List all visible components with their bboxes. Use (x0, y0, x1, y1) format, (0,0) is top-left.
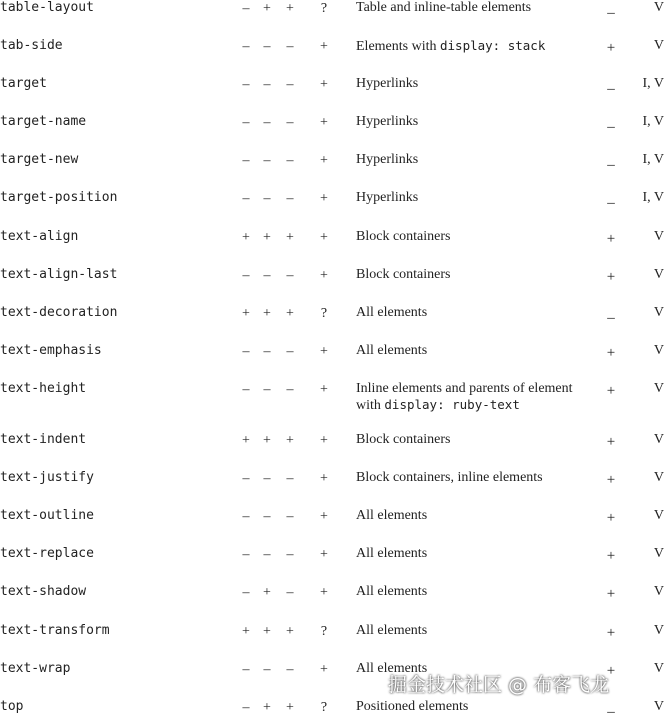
support-mark: + (320, 547, 328, 562)
property-name: target-name (0, 114, 87, 129)
support-mark: + (320, 509, 328, 524)
inherited-mark: + (606, 383, 616, 399)
support-mark: – (263, 39, 271, 54)
applies-to (356, 343, 596, 359)
property-name: top (0, 699, 24, 714)
text-fragment: Block containers (356, 229, 451, 244)
support-mark: – (242, 382, 250, 397)
inherited-mark: – (607, 195, 615, 211)
text-fragment: Elements with (356, 39, 440, 54)
support-mark: – (263, 382, 271, 397)
property-name: target-position (0, 190, 118, 205)
support-mark: – (263, 191, 271, 206)
media-group: I, V (642, 76, 664, 91)
property-name: text-outline (0, 508, 94, 523)
support-mark: – (242, 509, 250, 524)
text-fragment: All elements (356, 623, 428, 638)
support-mark: + (320, 585, 328, 600)
applies-to (356, 470, 596, 486)
support-mark: – (286, 39, 294, 54)
media-group: V (653, 381, 664, 396)
applies-to (356, 114, 596, 130)
support-mark: – (242, 191, 250, 206)
support-mark: + (286, 1, 294, 16)
support-mark: + (320, 230, 328, 245)
text-fragment: All elements (356, 546, 428, 561)
inherited-mark: + (606, 434, 616, 450)
support-mark: + (320, 191, 328, 206)
media-group: I, V (642, 152, 664, 167)
inherited-mark: + (606, 40, 616, 56)
support-mark: – (286, 153, 294, 168)
inherited-mark: – (607, 5, 615, 21)
property-name: text-height (0, 381, 87, 396)
support-mark: – (263, 153, 271, 168)
support-mark: – (242, 471, 250, 486)
text-fragment: Block containers, inline elements (356, 470, 543, 485)
support-mark: + (263, 1, 271, 16)
support-mark: + (320, 662, 328, 677)
support-mark: + (242, 433, 250, 448)
applies-to (356, 267, 596, 283)
media-group: V (653, 305, 664, 320)
support-mark: – (242, 344, 250, 359)
applies-to (356, 305, 596, 321)
support-mark: – (286, 268, 294, 283)
media-group: V (653, 623, 664, 638)
support-mark: + (320, 153, 328, 168)
media-group: V (653, 0, 664, 15)
media-group: I, V (642, 114, 664, 129)
applies-to (356, 0, 596, 16)
media-group: V (653, 661, 664, 676)
media-group: V (653, 229, 664, 244)
inherited-mark: + (606, 548, 616, 564)
text-fragment: All elements (356, 343, 428, 358)
support-mark: + (263, 624, 271, 639)
property-name: text-align (0, 229, 79, 244)
applies-to (356, 229, 596, 245)
support-mark: – (263, 268, 271, 283)
inherited-mark: + (606, 231, 616, 247)
applies-to (356, 76, 596, 92)
media-group: V (653, 343, 664, 358)
text-fragment: Positioned elements (356, 699, 469, 714)
inherited-mark: – (607, 310, 615, 326)
support-mark: – (242, 77, 250, 92)
property-name: text-replace (0, 546, 94, 561)
property-name: text-justify (0, 470, 94, 485)
support-mark: – (286, 382, 294, 397)
text-fragment: Block containers (356, 432, 451, 447)
media-group: V (653, 470, 664, 485)
support-mark: – (263, 662, 271, 677)
code-fragment: display: ruby-text (384, 397, 520, 412)
property-name: text-align-last (0, 267, 118, 282)
support-mark: + (242, 306, 250, 321)
inherited-mark: – (607, 157, 615, 173)
applies-to (356, 190, 596, 206)
text-fragment: All elements (356, 305, 428, 320)
support-mark: – (286, 115, 294, 130)
inherited-mark: – (607, 704, 615, 720)
support-mark: + (320, 382, 328, 397)
support-mark: + (242, 624, 250, 639)
property-name: text-decoration (0, 305, 118, 320)
text-fragment: Hyperlinks (356, 76, 419, 91)
applies-to (356, 432, 596, 448)
support-mark: + (320, 471, 328, 486)
support-mark: – (286, 471, 294, 486)
support-mark: – (286, 509, 294, 524)
property-name: text-indent (0, 432, 87, 447)
media-group: V (653, 584, 664, 599)
text-fragment: Table and inline-table elements (356, 0, 532, 15)
support-mark: ? (320, 624, 328, 639)
property-name: tab-side (0, 38, 63, 53)
media-group: V (653, 267, 664, 282)
media-group: V (653, 699, 664, 714)
support-mark: – (242, 1, 250, 16)
inherited-mark: – (607, 81, 615, 97)
support-mark: + (286, 433, 294, 448)
text-fragment: Inline elements and parents of element with (356, 381, 573, 413)
support-mark: – (263, 344, 271, 359)
support-mark: + (263, 585, 271, 600)
inherited-mark: + (606, 345, 616, 361)
applies-to (356, 546, 596, 562)
support-mark: – (263, 115, 271, 130)
property-name: target (0, 76, 47, 91)
watermark: 掘金技术社区 @ 布客飞龙 (388, 674, 610, 696)
applies-to (356, 584, 596, 600)
text-fragment: All elements (356, 508, 428, 523)
support-mark: – (242, 115, 250, 130)
media-group: I, V (642, 190, 664, 205)
applies-to (356, 508, 596, 524)
support-mark: – (242, 585, 250, 600)
support-mark: – (286, 662, 294, 677)
property-name: text-transform (0, 623, 110, 638)
inherited-mark: + (606, 586, 616, 602)
media-group: V (653, 546, 664, 561)
code-fragment: display: stack (440, 38, 546, 53)
support-mark: – (242, 662, 250, 677)
support-mark: + (242, 230, 250, 245)
support-mark: + (320, 268, 328, 283)
support-mark: – (286, 191, 294, 206)
text-fragment: Hyperlinks (356, 114, 419, 129)
support-mark: ? (320, 306, 328, 321)
media-group: V (653, 508, 664, 523)
inherited-mark: + (606, 472, 616, 488)
support-mark: + (320, 344, 328, 359)
text-fragment: Hyperlinks (356, 152, 419, 167)
support-mark: – (242, 700, 250, 715)
support-mark: + (320, 433, 328, 448)
support-mark: – (286, 344, 294, 359)
applies-to (356, 152, 596, 168)
property-name: text-shadow (0, 584, 87, 599)
media-group: V (653, 38, 664, 53)
support-mark: ? (320, 1, 328, 16)
support-mark: – (286, 547, 294, 562)
support-mark: – (242, 39, 250, 54)
media-group: V (653, 432, 664, 447)
support-mark: + (320, 77, 328, 92)
applies-to (356, 699, 596, 715)
support-mark: ? (320, 700, 328, 715)
property-name: text-wrap (0, 661, 71, 676)
text-fragment: Block containers (356, 267, 451, 282)
support-mark: + (286, 306, 294, 321)
support-mark: + (320, 115, 328, 130)
inherited-mark: + (606, 269, 616, 285)
support-mark: + (286, 624, 294, 639)
support-mark: + (286, 230, 294, 245)
support-mark: – (242, 547, 250, 562)
support-mark: – (242, 153, 250, 168)
applies-to (356, 38, 596, 55)
support-mark: + (263, 306, 271, 321)
property-name: text-emphasis (0, 343, 102, 358)
text-fragment: All elements (356, 661, 428, 676)
support-mark: – (286, 77, 294, 92)
applies-to (356, 381, 596, 414)
support-mark: – (263, 471, 271, 486)
inherited-mark: + (606, 625, 616, 641)
support-mark: – (263, 509, 271, 524)
support-mark: + (286, 700, 294, 715)
support-mark: – (263, 77, 271, 92)
support-mark: + (320, 39, 328, 54)
inherited-mark: + (606, 510, 616, 526)
text-fragment: Hyperlinks (356, 190, 419, 205)
property-name: table-layout (0, 0, 94, 15)
support-mark: – (286, 585, 294, 600)
support-mark: + (263, 230, 271, 245)
text-fragment: All elements (356, 584, 428, 599)
support-mark: + (263, 433, 271, 448)
applies-to (356, 623, 596, 639)
property-name: target-new (0, 152, 79, 167)
inherited-mark: + (606, 663, 616, 679)
inherited-mark: – (607, 119, 615, 135)
support-mark: – (263, 547, 271, 562)
support-mark: + (263, 700, 271, 715)
support-mark: – (242, 268, 250, 283)
